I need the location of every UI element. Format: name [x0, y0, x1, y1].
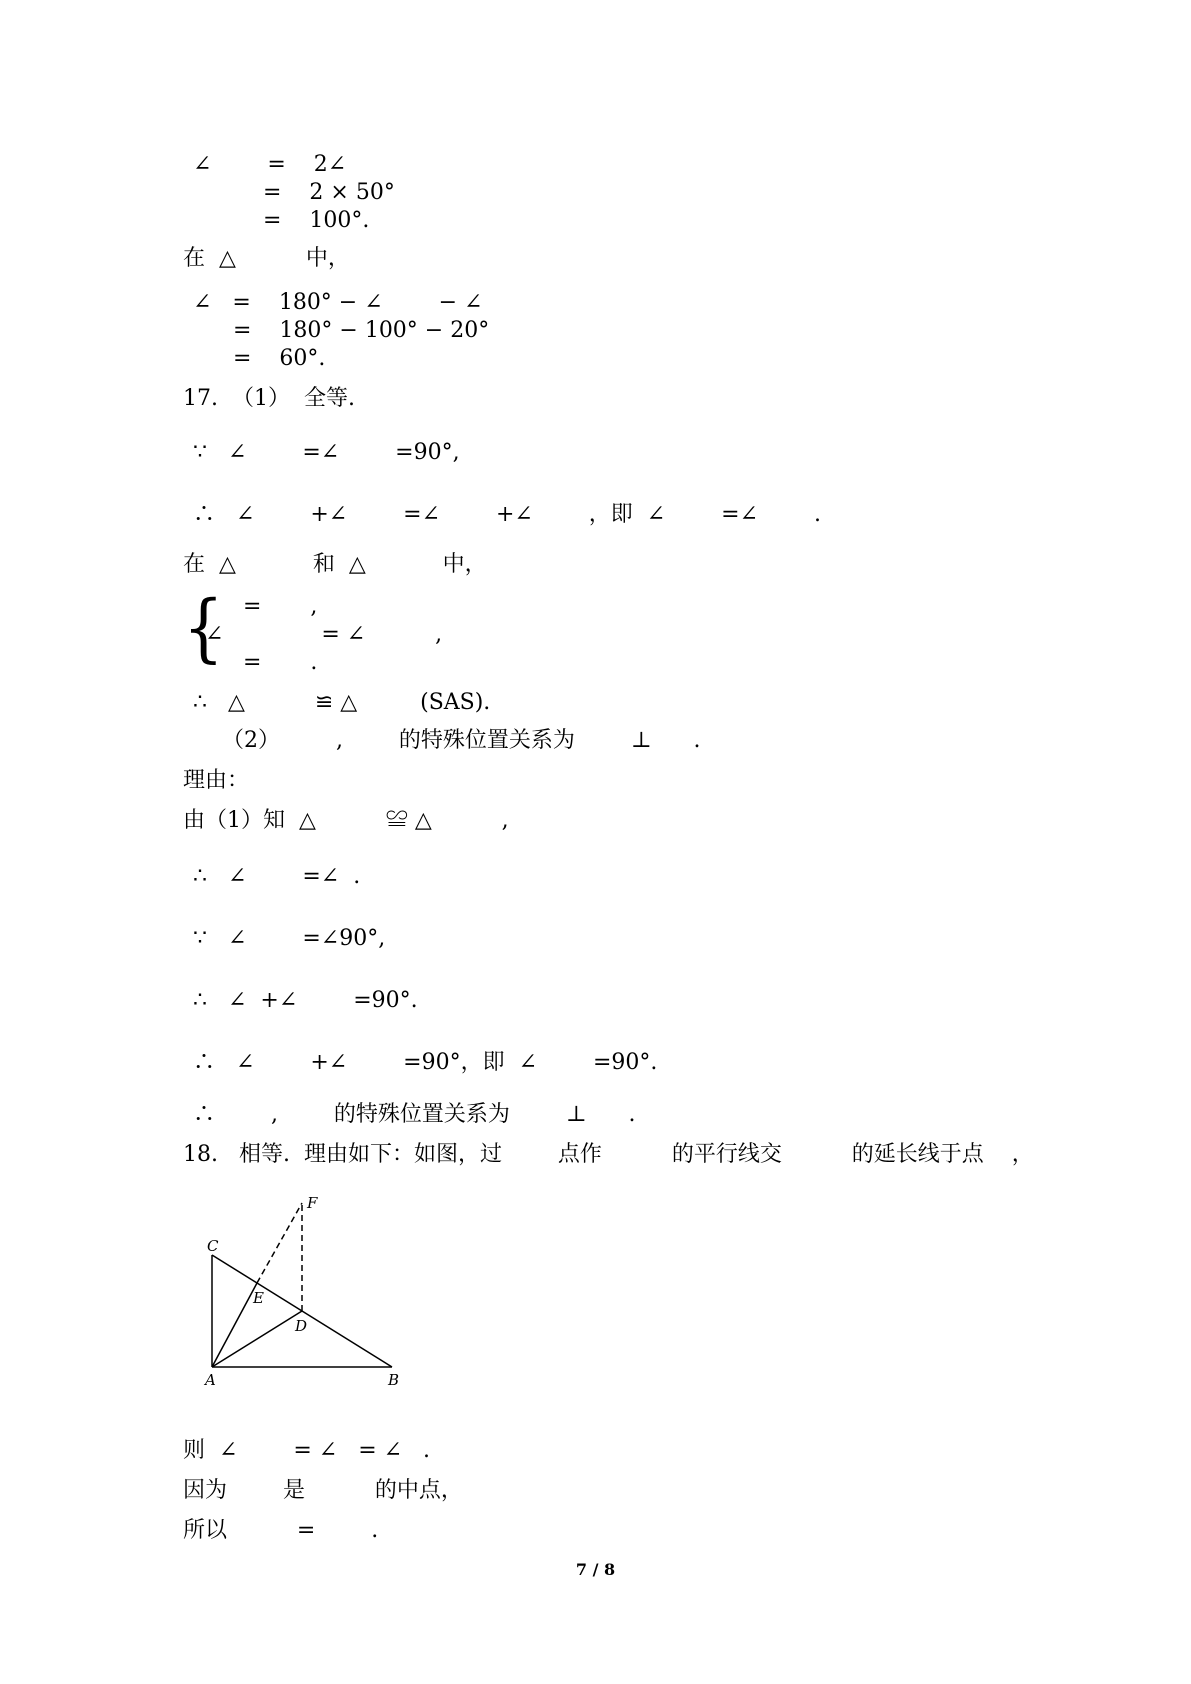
line-16-7: = 60°.: [233, 346, 326, 371]
line-17-a2: ∴ ∠ +∠ =∠ +∠ ，即 ∠ =∠ .: [193, 502, 821, 527]
line-16-1: ∠ = 2∠: [193, 152, 347, 177]
line-16-5: ∠ = 180° − ∠ − ∠: [193, 290, 483, 315]
geometry-figure: [185, 1195, 415, 1395]
line-17-b5: ∴ ∠ +∠ =90°，即 ∠ =90°.: [193, 1050, 658, 1075]
line-16-6: = 180° − 100° − 20°: [233, 318, 490, 343]
heading-17: 17. （1） 全等.: [183, 386, 355, 411]
line-18-c1: 则 ∠ = ∠ = ∠ .: [183, 1438, 431, 1463]
system-brace: {: [183, 586, 224, 672]
segment-ad: [212, 1311, 302, 1367]
line-18-c3: 所以 = .: [183, 1518, 379, 1543]
line-17-b6: ∴ , 的特殊位置关系为 ⊥ .: [193, 1102, 636, 1127]
line-16-4: 在 △ 中，: [183, 246, 350, 271]
line-18-c2: 因为 是 的中点，: [183, 1478, 463, 1503]
heading-18: 18. 相等. 理由如下：如图，过 点作 的平行线交 的延长线于点 ，: [183, 1142, 1034, 1167]
label-a: A: [205, 1371, 216, 1389]
segment-ae: [212, 1283, 257, 1367]
line-17-b1: 由（1）知 △ ≌ △ ,: [183, 808, 509, 833]
line-16-3: = 100°.: [263, 208, 370, 233]
line-17-a1: ∵ ∠ =∠ =90°,: [193, 440, 460, 465]
line-17-b2: ∴ ∠ =∠ .: [193, 864, 361, 889]
line-17-b3: ∵ ∠ =∠90°,: [193, 926, 386, 951]
label-b: B: [388, 1371, 400, 1389]
label-c: C: [207, 1237, 219, 1255]
line-17-a3: 在 △ 和 △ 中，: [183, 552, 487, 577]
line-17-b4: ∴ ∠ +∠ =90°.: [193, 988, 418, 1013]
system-line-2: ∠ = ∠ ,: [205, 622, 443, 647]
segment-ef-dashed: [257, 1203, 302, 1283]
line-17-part2: （2） , 的特殊位置关系为 ⊥ .: [222, 728, 701, 753]
system-line-3: = .: [243, 650, 318, 675]
page-number: 7 / 8: [575, 1560, 616, 1579]
label-f: F: [307, 1195, 318, 1212]
line-16-2: = 2 × 50°: [263, 180, 395, 205]
label-e: E: [253, 1289, 264, 1307]
line-17-a4: ∴ △ ≌ △ (SAS).: [193, 690, 491, 715]
system-line-1: = ,: [243, 594, 318, 619]
line-17-reason: 理由：: [183, 768, 250, 793]
label-d: D: [295, 1317, 308, 1335]
